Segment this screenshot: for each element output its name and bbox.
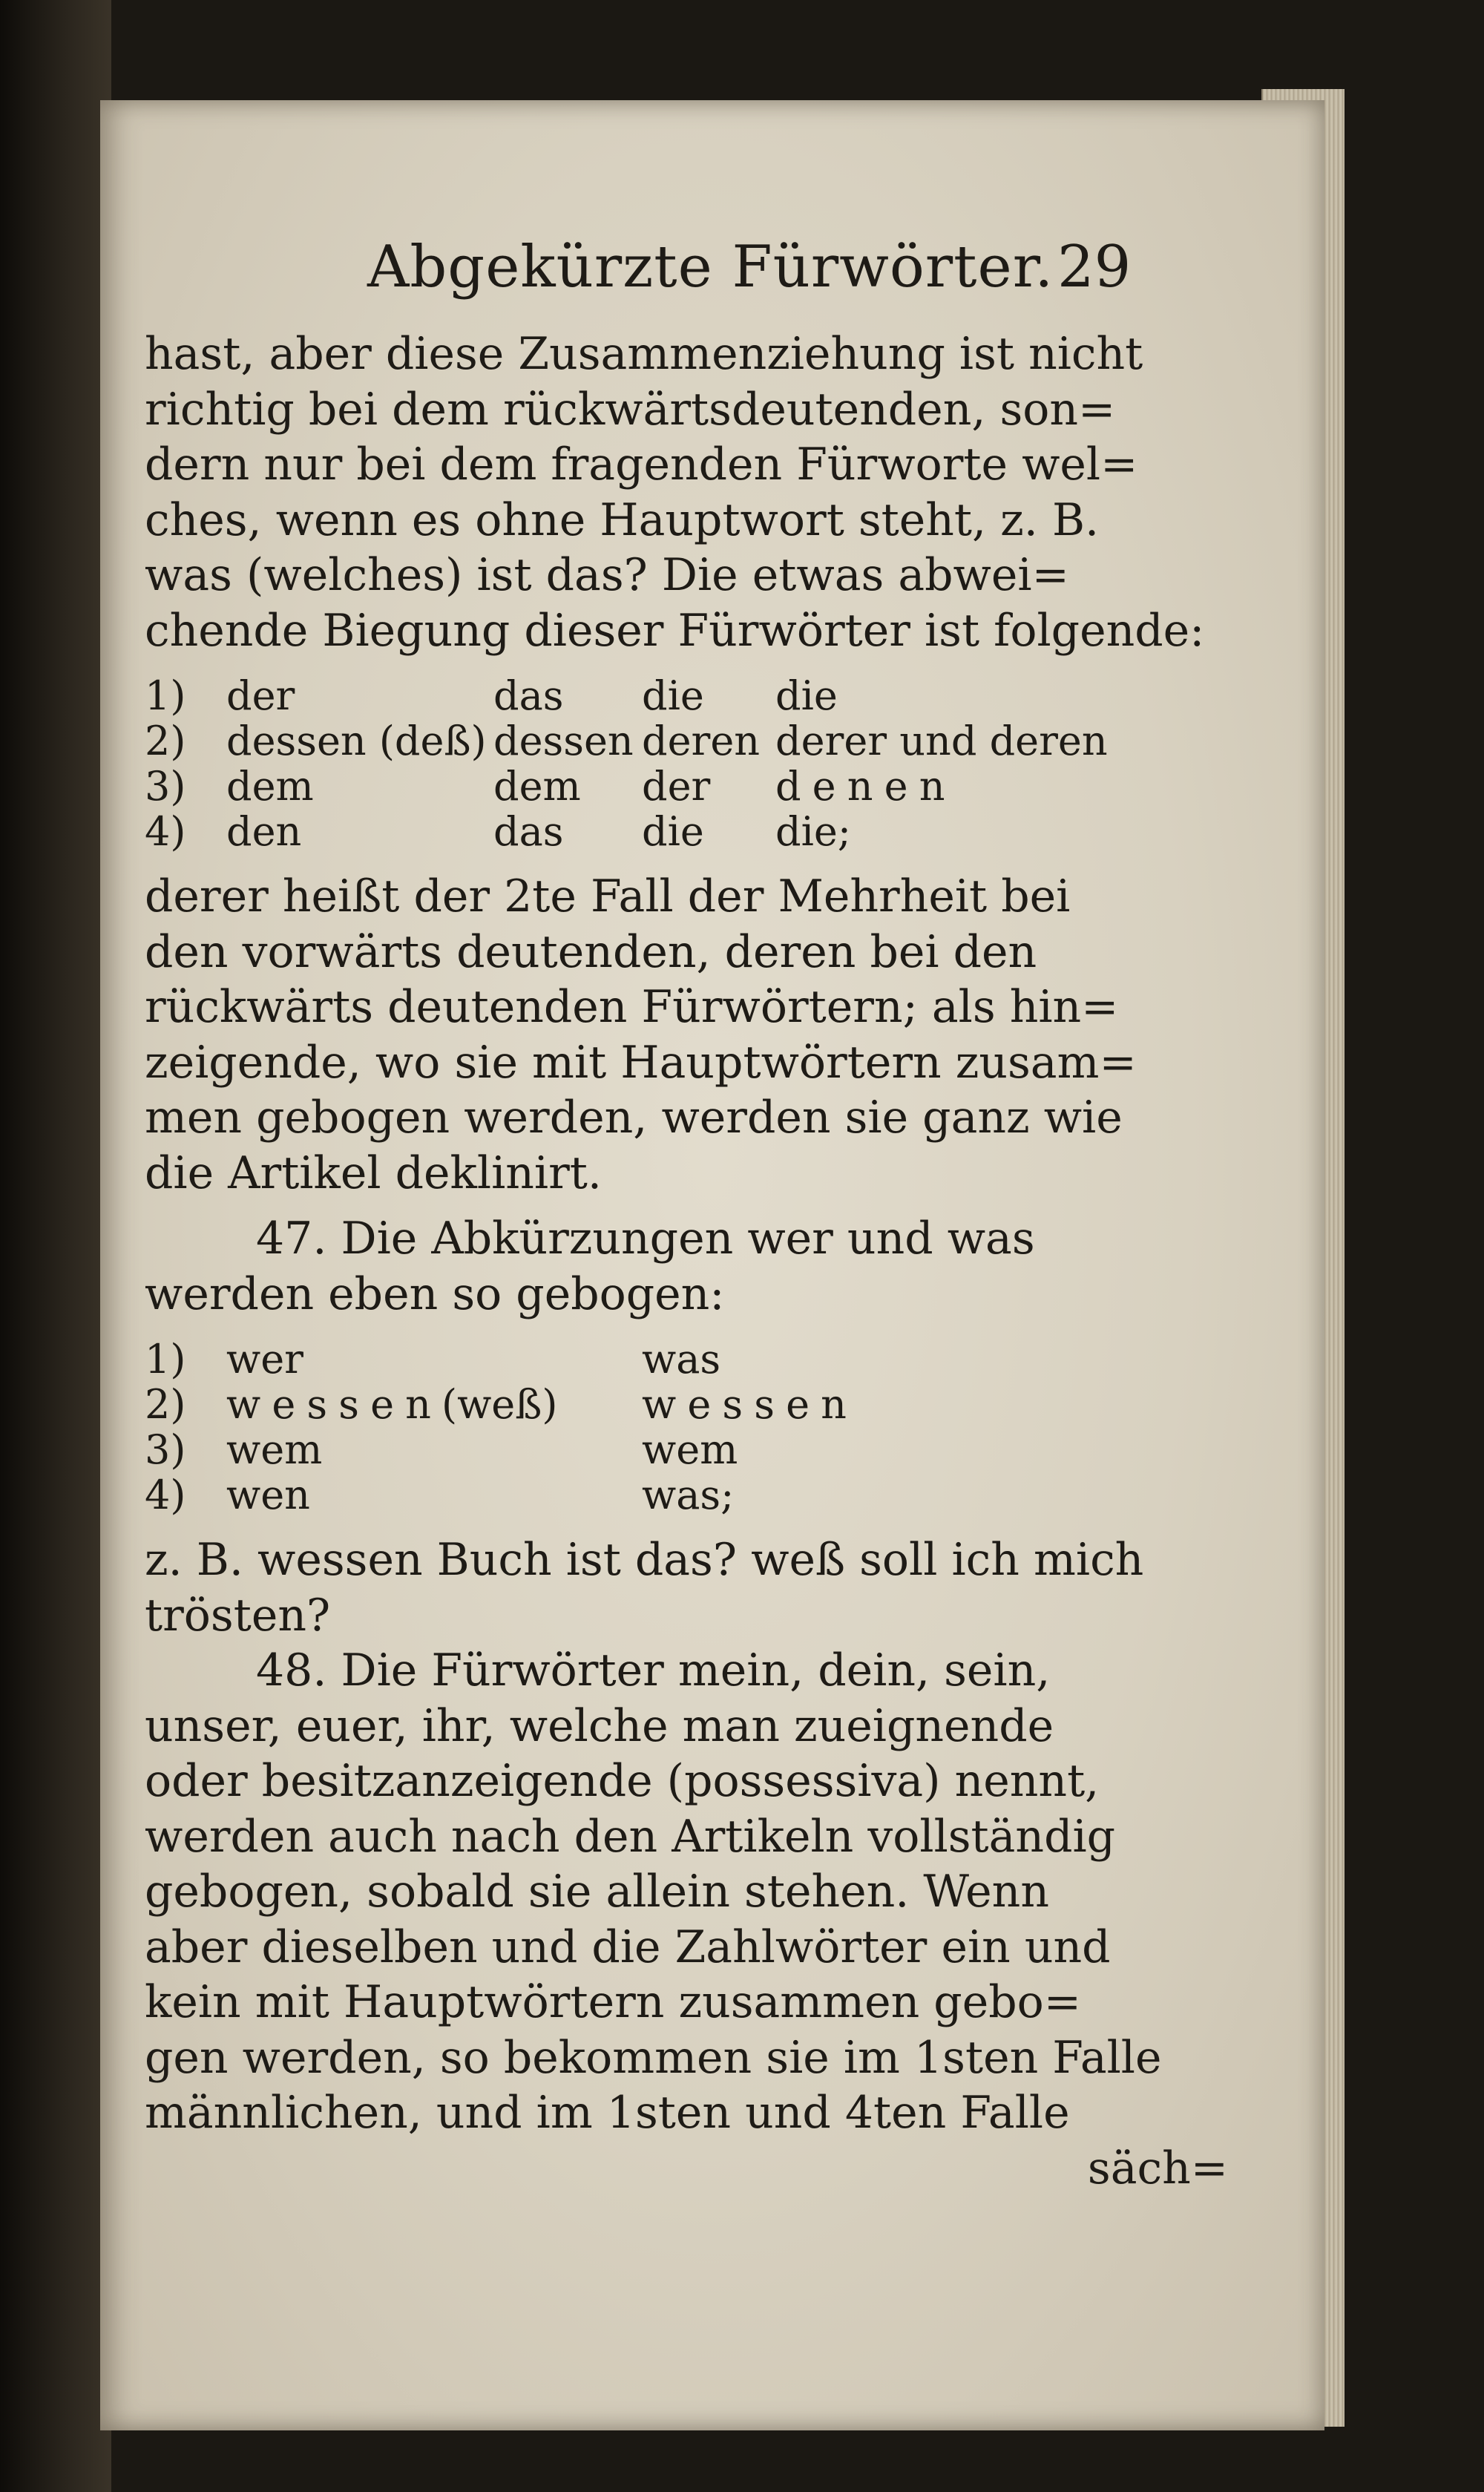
masculine-form: den — [226, 808, 302, 855]
short-form — [441, 1337, 642, 1382]
text-line: chende Biegung dieser Fürwörter ist folgende: — [145, 604, 1205, 657]
text-line: den vorwärts deutenden, deren bei den — [145, 925, 1037, 978]
was-form: wem — [642, 1426, 738, 1473]
case-number: 1) — [145, 1336, 186, 1383]
text-line: derer heißt der 2te Fall der Mehrheit bei — [145, 870, 1071, 922]
case-number: 3) — [145, 763, 186, 810]
declension-table-der — [145, 673, 1243, 854]
masculine-form: dem — [226, 763, 314, 810]
paragraph-47 — [145, 1211, 1243, 1322]
table-row — [145, 1472, 1243, 1518]
table-row — [145, 673, 1243, 718]
text-line: was (welches) ist das? Die etwas abwei= — [145, 549, 1069, 601]
text-line: gebogen, sobald sie allein stehen. Wenn — [145, 1866, 1049, 1918]
short-form: (weß) — [441, 1381, 558, 1428]
text-line: 47. Die Abkürzungen wer und was — [256, 1213, 1035, 1265]
plural-form: die; — [775, 808, 851, 855]
page-header — [100, 234, 1324, 315]
book-page — [100, 100, 1324, 2430]
text-line: z. B. wessen Buch ist das? weß soll ich mich — [145, 1534, 1144, 1586]
table-row — [145, 809, 1243, 854]
text-line: werden auch nach den Artikeln vollständig — [145, 1810, 1116, 1863]
case-number: 2) — [145, 718, 186, 764]
masculine-form: dessen (deß) — [226, 718, 487, 764]
text-line: werden eben so gebogen: — [145, 1268, 725, 1320]
paragraph-example — [145, 1532, 1243, 1643]
case-number: 4) — [145, 1472, 186, 1518]
feminine-form: der — [642, 763, 711, 810]
was-form: was; — [642, 1472, 735, 1518]
text-line: gen werden, so bekommen sie im 1sten Falle — [145, 2031, 1162, 2084]
plural-form: denen — [775, 763, 956, 810]
text-line: richtig bei dem rückwärtsdeutenden, son= — [145, 383, 1116, 436]
table-row — [145, 764, 1243, 809]
table-row — [145, 1382, 1243, 1427]
paragraph-1 — [145, 327, 1243, 658]
case-number: 4) — [145, 808, 186, 855]
page-number: 29 — [1057, 234, 1132, 301]
text-line: men gebogen werden, werden sie ganz wie — [145, 1092, 1123, 1144]
text-line: aber dieselben und die Zahlwörter ein und — [145, 1921, 1111, 1973]
table-row — [145, 718, 1243, 764]
case-number: 3) — [145, 1426, 186, 1473]
feminine-form: die — [642, 808, 704, 855]
text-line: unser, euer, ihr, welche man zueignende — [145, 1699, 1054, 1752]
plural-form: derer und deren — [775, 718, 1108, 764]
was-form: was — [642, 1336, 721, 1383]
text-line: kein mit Hauptwörtern zusammen gebo= — [145, 1976, 1082, 2028]
table-row — [145, 1337, 1243, 1382]
text-line: zeigende, wo sie mit Hauptwörtern zusam= — [145, 1036, 1137, 1089]
neuter-form: das — [493, 808, 564, 855]
catchword-line — [145, 2141, 1243, 2197]
text-line: ches, wenn es ohne Hauptwort steht, z. B. — [145, 494, 1100, 546]
text-line: rückwärts deutenden Fürwörtern; als hin= — [145, 981, 1119, 1033]
short-form — [441, 1427, 642, 1472]
paragraph-48 — [145, 1643, 1243, 2141]
wer-form: wem — [226, 1426, 323, 1473]
catchword: säch= — [1087, 2142, 1228, 2194]
text-line: 48. Die Fürwörter mein, dein, sein, — [256, 1645, 1051, 1696]
neuter-form: dem — [493, 763, 581, 810]
wer-form: wen — [226, 1472, 310, 1518]
paragraph-2 — [145, 869, 1243, 1201]
case-number: 2) — [145, 1381, 186, 1428]
feminine-form: die — [642, 672, 704, 719]
wer-form: wer — [226, 1336, 303, 1383]
scan-background — [0, 0, 111, 2492]
case-number: 1) — [145, 672, 186, 719]
wer-form: wessen — [226, 1381, 443, 1428]
text-line: die Artikel deklinirt. — [145, 1147, 602, 1199]
neuter-form: das — [493, 672, 564, 719]
text-line: oder besitzanzeigende (possessiva) nennt, — [145, 1755, 1100, 1807]
text-line: hast, aber diese Zusammenziehung ist nicht — [145, 328, 1143, 380]
feminine-form: deren — [642, 718, 761, 764]
text-line: trösten? — [145, 1589, 331, 1642]
short-form — [441, 1472, 642, 1518]
masculine-form: der — [226, 672, 295, 719]
plural-form: die — [775, 672, 838, 719]
text-line: männlichen, und im 1sten und 4ten Falle — [145, 2087, 1070, 2139]
page-body — [145, 327, 1243, 2196]
running-head: Abgekürzte Fürwörter. — [367, 234, 1054, 301]
declension-table-wer — [145, 1337, 1243, 1518]
neuter-form: dessen — [493, 718, 634, 764]
table-row — [145, 1427, 1243, 1472]
was-form: wessen — [642, 1381, 858, 1428]
text-line: dern nur bei dem fragenden Fürworte wel= — [145, 439, 1138, 491]
